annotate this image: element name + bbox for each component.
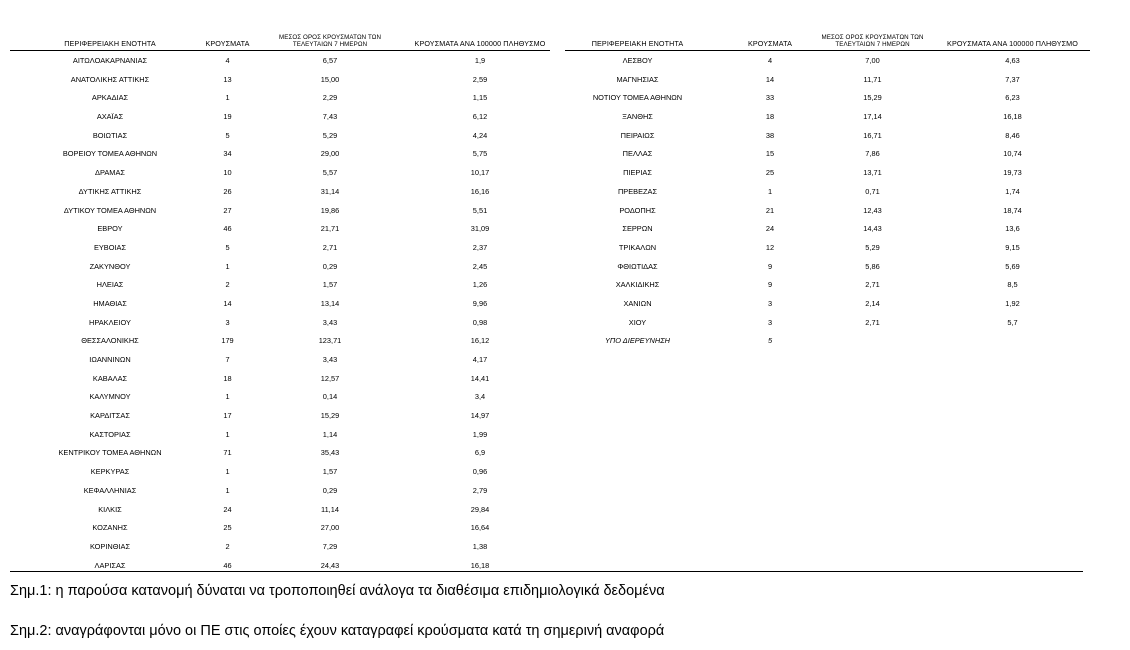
table-row <box>10 70 550 89</box>
table-row <box>10 257 550 276</box>
cell-avg7: 6,57 <box>322 56 338 65</box>
cell-per100k: 3,4 <box>474 392 486 402</box>
cell-cases: 9 <box>767 261 773 271</box>
table-row <box>10 219 550 238</box>
cell-per100k: 16,18 <box>1003 112 1022 122</box>
cell-cases: 71 <box>223 448 232 458</box>
cases-table-right <box>565 0 1090 350</box>
table-header-right <box>565 0 1090 51</box>
cell-region: ΑΙΤΩΛΟΑΚΑΡΝΑΝΙΑΣ <box>72 56 148 65</box>
cell-avg7: 12,57 <box>320 373 340 383</box>
cell-cases: 38 <box>765 130 775 140</box>
cell-avg7: 7,00 <box>865 56 880 65</box>
table-row <box>10 369 550 388</box>
table-row <box>10 51 550 70</box>
cell-avg7: 27,00 <box>320 523 340 533</box>
cell-avg7: 7,29 <box>322 541 338 551</box>
cell-per100k: 31,09 <box>470 224 490 234</box>
cell-per100k: 8,5 <box>1007 280 1018 290</box>
cell-avg7: 1,14 <box>322 429 338 439</box>
cell-per100k: 0,96 <box>472 467 488 477</box>
cell-per100k: 7,37 <box>1005 74 1020 84</box>
cell-avg7: 3,43 <box>322 317 338 327</box>
cell-per100k: 1,15 <box>472 93 488 103</box>
cell-per100k: 1,26 <box>472 280 488 290</box>
header-avg7 <box>265 34 395 48</box>
cell-region: ΕΥΒΟΙΑΣ <box>93 242 127 252</box>
cell-per100k: 6,9 <box>474 448 486 458</box>
cell-avg7: 16,71 <box>863 130 882 140</box>
table-row <box>10 425 550 444</box>
cell-avg7: 14,43 <box>863 224 882 234</box>
cell-per100k: 1,92 <box>1005 298 1020 308</box>
cell-per100k: 5,69 <box>1005 261 1020 271</box>
cell-cases: 2 <box>225 280 230 290</box>
cell-cases: 24 <box>765 224 775 234</box>
cell-region: ΚΕΡΚΥΡΑΣ <box>90 467 130 477</box>
cell-cases: 1 <box>225 392 230 402</box>
table-row <box>565 70 1090 89</box>
cell-avg7: 11,14 <box>321 504 339 514</box>
cell-cases: 3 <box>767 317 773 327</box>
cell-per100k: 18,74 <box>1003 205 1022 215</box>
cell-region: ΚΑΡΔΙΤΣΑΣ <box>90 411 130 421</box>
cell-cases: 7 <box>225 355 230 364</box>
table-row <box>565 257 1090 276</box>
cell-region: ΗΡΑΚΛΕΙΟΥ <box>89 317 131 327</box>
cell-per100k: 4,63 <box>1005 56 1020 65</box>
cell-cases: 5 <box>225 242 230 252</box>
cell-avg7: 1,57 <box>322 467 338 477</box>
table-row <box>10 182 550 201</box>
table-row <box>10 163 550 182</box>
cell-per100k: 16,16 <box>470 186 490 196</box>
table-row <box>565 313 1090 332</box>
cell-cases: 3 <box>225 317 230 327</box>
cell-cases: 15 <box>765 149 775 159</box>
cell-cases: 1 <box>225 93 230 103</box>
cell-avg7: 19,86 <box>320 205 340 215</box>
table-row <box>565 144 1090 163</box>
header-per100k: ΚΡΟΥΣΜΑΤΑ ΑΝΑ 100000 ΠΛΗΘΥΣΜΟ <box>414 39 546 48</box>
cell-avg7: 1,57 <box>322 280 338 290</box>
cell-cases: 3 <box>767 298 773 308</box>
table-row <box>10 126 550 145</box>
cell-avg7: 0,29 <box>322 485 338 495</box>
cell-cases: 179 <box>221 336 234 346</box>
cell-avg7: 0,71 <box>865 186 880 196</box>
table-row <box>10 387 550 406</box>
table-row <box>565 88 1090 107</box>
cell-per100k: 5,7 <box>1007 317 1018 327</box>
cell-region: ΔΡΑΜΑΣ <box>95 168 125 178</box>
cell-region: ΧΑΛΚΙΔΙΚΗΣ <box>615 280 660 290</box>
header-cases: ΚΡΟΥΣΜΑΤΑ <box>205 39 250 48</box>
cases-table-left <box>10 0 550 574</box>
cell-region: ΜΑΓΝΗΣΙΑΣ <box>616 74 659 84</box>
cell-cases: 14 <box>223 298 232 308</box>
cell-region: ΡΟΔΟΠΗΣ <box>619 205 656 215</box>
cell-cases: 25 <box>765 168 775 178</box>
table-row <box>10 88 550 107</box>
cell-cases: 1 <box>225 429 230 439</box>
cell-region: ΧΙΟΥ <box>628 317 647 327</box>
cell-region: ΑΧΑΪΑΣ <box>96 112 124 122</box>
table-row <box>565 51 1090 70</box>
cell-per100k: 6,12 <box>472 112 488 122</box>
cell-avg7: 2,71 <box>322 242 338 252</box>
cell-per100k: 2,59 <box>472 74 488 84</box>
cell-cases: 1 <box>767 186 773 196</box>
cell-avg7: 15,00 <box>320 74 340 84</box>
table-row <box>10 201 550 220</box>
cell-cases: 1 <box>225 261 230 271</box>
cell-cases: 10 <box>223 168 232 178</box>
table-row <box>565 275 1090 294</box>
cell-region: ΤΡΙΚΑΛΩΝ <box>618 242 657 252</box>
cell-cases: 25 <box>223 523 232 533</box>
cell-region: ΗΜΑΘΙΑΣ <box>93 298 127 308</box>
cell-per100k: 19,73 <box>1003 168 1022 178</box>
cell-cases: 13 <box>223 74 232 84</box>
cell-region: ΦΘΙΩΤΙΔΑΣ <box>617 261 658 271</box>
cell-cases: 27 <box>223 205 232 215</box>
cell-cases: 9 <box>767 280 773 290</box>
cell-region: ΚΑΒΑΛΑΣ <box>92 373 128 383</box>
table-row <box>565 182 1090 201</box>
cell-region: ΒΟΙΩΤΙΑΣ <box>92 130 128 140</box>
cell-per100k: 4,24 <box>472 130 488 140</box>
table-row <box>10 107 550 126</box>
cell-avg7: 13,14 <box>320 298 340 308</box>
cell-avg7: 5,86 <box>865 261 880 271</box>
cell-region: ΑΝΑΤΟΛΙΚΗΣ ΑΤΤΙΚΗΣ <box>70 74 150 84</box>
cell-region: ΠΙΕΡΙΑΣ <box>623 168 652 178</box>
note-2: Σημ.2: αναγράφονται μόνο οι ΠΕ στις οποίες έχουν καταγραφεί κρούσματα κατά τη σημερινή αναφορά <box>10 623 665 639</box>
table-row <box>10 500 550 519</box>
cell-cases: 5 <box>225 130 230 140</box>
cell-avg7: 17,14 <box>863 112 882 122</box>
cell-per100k: 8,46 <box>1005 130 1020 140</box>
cell-region: ΚΕΝΤΡΙΚΟΥ ΤΟΜΕΑ ΑΘΗΝΩΝ <box>58 448 162 458</box>
cell-per100k: 2,45 <box>472 261 488 271</box>
header-avg7-line2: ΤΕΛΕΥΤΑΙΩΝ 7 ΗΜΕΡΩΝ <box>835 41 910 48</box>
cell-per100k: 16,64 <box>470 523 490 533</box>
cell-region: ΕΒΡΟΥ <box>97 224 123 234</box>
cell-cases: 1 <box>225 467 230 477</box>
cell-region: ΚΟΖΑΝΗΣ <box>92 523 128 533</box>
table-row <box>10 238 550 257</box>
cell-region: ΖΑΚΥΝΘΟΥ <box>89 261 131 271</box>
cell-per100k: 16,18 <box>470 560 490 570</box>
cell-per100k: 14,41 <box>470 373 490 383</box>
table-row <box>10 481 550 500</box>
cell-avg7: 7,86 <box>865 149 880 159</box>
cell-cases: 4 <box>767 56 773 65</box>
table-row <box>10 350 550 369</box>
cell-avg7: 0,29 <box>322 261 338 271</box>
table-row <box>565 219 1090 238</box>
cell-per100k: 16,12 <box>470 336 490 346</box>
cell-cases: 17 <box>223 411 232 421</box>
cell-per100k: 29,84 <box>470 504 490 514</box>
table-row <box>10 462 550 481</box>
cell-cases: 14 <box>765 74 775 84</box>
cell-avg7: 24,43 <box>320 560 340 570</box>
header-cases: ΚΡΟΥΣΜΑΤΑ <box>748 39 792 48</box>
table-header-left <box>10 0 550 51</box>
table-row <box>10 537 550 556</box>
cell-avg7: 29,00 <box>320 149 340 159</box>
header-region: ΠΕΡΙΦΕΡΕΙΑΚΗ ΕΝΟΤΗΤΑ <box>591 39 684 48</box>
table-row <box>565 201 1090 220</box>
cell-avg7: 5,29 <box>865 242 880 252</box>
header-avg7-line2: ΤΕΛΕΥΤΑΙΩΝ 7 ΗΜΕΡΩΝ <box>292 41 368 48</box>
table-row <box>565 126 1090 145</box>
cell-region: ΑΡΚΑΔΙΑΣ <box>91 93 129 103</box>
cell-cases: 18 <box>765 112 775 122</box>
cell-region: ΚΑΛΥΜΝΟΥ <box>89 392 131 402</box>
cell-region: ΔΥΤΙΚΟΥ ΤΟΜΕΑ ΑΘΗΝΩΝ <box>63 205 157 215</box>
cell-region: ΣΕΡΡΩΝ <box>622 224 653 234</box>
cell-cases: 18 <box>223 373 232 383</box>
cell-per100k: 6,23 <box>1005 93 1020 103</box>
table-body-left <box>10 51 550 574</box>
cell-region: ΞΑΝΘΗΣ <box>622 112 653 122</box>
cell-avg7: 15,29 <box>863 93 882 103</box>
cell-region: ΘΕΣΣΑΛΟΝΙΚΗΣ <box>81 336 139 346</box>
cell-region: ΒΟΡΕΙΟΥ ΤΟΜΕΑ ΑΘΗΝΩΝ <box>62 149 158 159</box>
cell-region: ΔΥΤΙΚΗΣ ΑΤΤΙΚΗΣ <box>78 186 142 196</box>
cell-region: ΧΑΝΙΩΝ <box>623 298 652 308</box>
cell-cases: 46 <box>223 560 232 570</box>
table-row <box>10 331 550 350</box>
cell-cases: 34 <box>223 149 232 159</box>
table-row <box>10 518 550 537</box>
cell-per100k: 1,74 <box>1005 186 1020 196</box>
table-row <box>565 331 1090 350</box>
table-row <box>10 275 550 294</box>
cell-cases: 33 <box>765 93 775 103</box>
cell-cases: 24 <box>223 504 232 514</box>
table-row <box>565 294 1090 313</box>
cell-per100k: 10,17 <box>470 168 490 178</box>
cell-avg7: 13,71 <box>863 168 882 178</box>
header-per100k: ΚΡΟΥΣΜΑΤΑ ΑΝΑ 100000 ΠΛΗΘΥΣΜΟ <box>947 39 1078 48</box>
table-row <box>565 238 1090 257</box>
cell-per100k: 2,37 <box>472 242 488 252</box>
table-row <box>10 443 550 462</box>
table-row <box>565 163 1090 182</box>
cell-region: ΚΟΡΙΝΘΙΑΣ <box>89 541 131 551</box>
cell-avg7: 3,43 <box>322 355 338 364</box>
table-row <box>10 294 550 313</box>
header-avg7 <box>810 34 935 48</box>
cell-per100k: 0,98 <box>472 317 488 327</box>
cell-cases: 19 <box>223 112 232 122</box>
cell-avg7: 31,14 <box>320 186 340 196</box>
cell-per100k: 13,6 <box>1005 224 1020 234</box>
cell-per100k: 10,74 <box>1003 149 1022 159</box>
cell-avg7: 123,71 <box>318 336 342 346</box>
cell-cases: 4 <box>225 56 230 65</box>
cell-per100k: 1,99 <box>472 429 488 439</box>
table-row <box>10 406 550 425</box>
table-bottom-rule <box>10 571 1083 572</box>
cell-avg7: 2,71 <box>865 317 880 327</box>
cell-avg7: 2,29 <box>322 93 338 103</box>
cell-region: ΠΕΙΡΑΙΩΣ <box>620 130 655 140</box>
cell-per100k: 4,17 <box>472 355 488 364</box>
cell-per100k: 1,38 <box>472 541 488 551</box>
cell-avg7: 0,14 <box>322 392 338 402</box>
cell-avg7: 11,71 <box>863 74 882 84</box>
cell-per100k: 9,15 <box>1005 242 1020 252</box>
table-row <box>565 107 1090 126</box>
cell-avg7: 2,71 <box>865 280 880 290</box>
cell-avg7: 35,43 <box>320 448 340 458</box>
cell-region: ΚΑΣΤΟΡΙΑΣ <box>89 429 131 439</box>
header-region: ΠΕΡΙΦΕΡΕΙΑΚΗ ΕΝΟΤΗΤΑ <box>64 39 156 48</box>
cell-region: ΥΠΟ ΔΙΕΡΕΥΝΗΣΗ <box>605 336 670 346</box>
cell-per100k: 5,51 <box>472 205 488 215</box>
cell-per100k: 9,96 <box>472 298 488 308</box>
cell-region: ΠΕΛΛΑΣ <box>622 149 653 159</box>
cell-region: ΛΑΡΙΣΑΣ <box>94 560 126 570</box>
cell-region: ΝΟΤΙΟΥ ΤΟΜΕΑ ΑΘΗΝΩΝ <box>592 93 683 103</box>
cell-region: ΠΡΕΒΕΖΑΣ <box>617 186 658 196</box>
cell-region: ΚΙΛΚΙΣ <box>98 504 122 514</box>
cell-avg7: 5,57 <box>322 168 338 178</box>
cell-cases: 46 <box>223 224 232 234</box>
cell-per100k: 5,75 <box>472 149 488 159</box>
cell-cases: 1 <box>225 485 230 495</box>
cell-cases: 12 <box>765 242 775 252</box>
table-row <box>10 144 550 163</box>
header-avg7-line1: ΜΕΣΟΣ ΟΡΟΣ ΚΡΟΥΣΜΑΤΩΝ ΤΩΝ <box>278 34 382 41</box>
cell-avg7: 15,29 <box>320 411 340 421</box>
cell-per100k: 1,9 <box>474 56 486 65</box>
cell-per100k: 2,79 <box>472 485 488 495</box>
cell-region: ΙΩΑΝΝΙΝΩΝ <box>89 355 131 364</box>
cell-avg7: 12,43 <box>863 205 882 215</box>
table-body-right <box>565 51 1090 350</box>
cell-avg7: 5,29 <box>322 130 338 140</box>
cell-region: ΗΛΕΙΑΣ <box>96 280 124 290</box>
cell-region: ΛΕΣΒΟΥ <box>622 56 653 65</box>
cell-cases: 21 <box>765 205 775 215</box>
header-avg7-line1: ΜΕΣΟΣ ΟΡΟΣ ΚΡΟΥΣΜΑΤΩΝ ΤΩΝ <box>821 34 924 41</box>
cell-cases: 26 <box>223 186 232 196</box>
cell-per100k: 14,97 <box>470 411 490 421</box>
cell-avg7: 2,14 <box>865 298 880 308</box>
note-1: Σημ.1: η παρούσα κατανομή δύναται να τροποποιηθεί ανάλογα τα διαθέσιμα επιδημιολογικά δεδομένα <box>10 583 665 599</box>
cell-region: ΚΕΦΑΛΛΗΝΙΑΣ <box>83 485 137 495</box>
cell-cases: 5 <box>767 336 773 346</box>
cell-avg7: 7,43 <box>322 112 338 122</box>
cell-avg7: 21,71 <box>320 224 340 234</box>
cell-cases: 2 <box>225 541 230 551</box>
table-row <box>10 313 550 332</box>
